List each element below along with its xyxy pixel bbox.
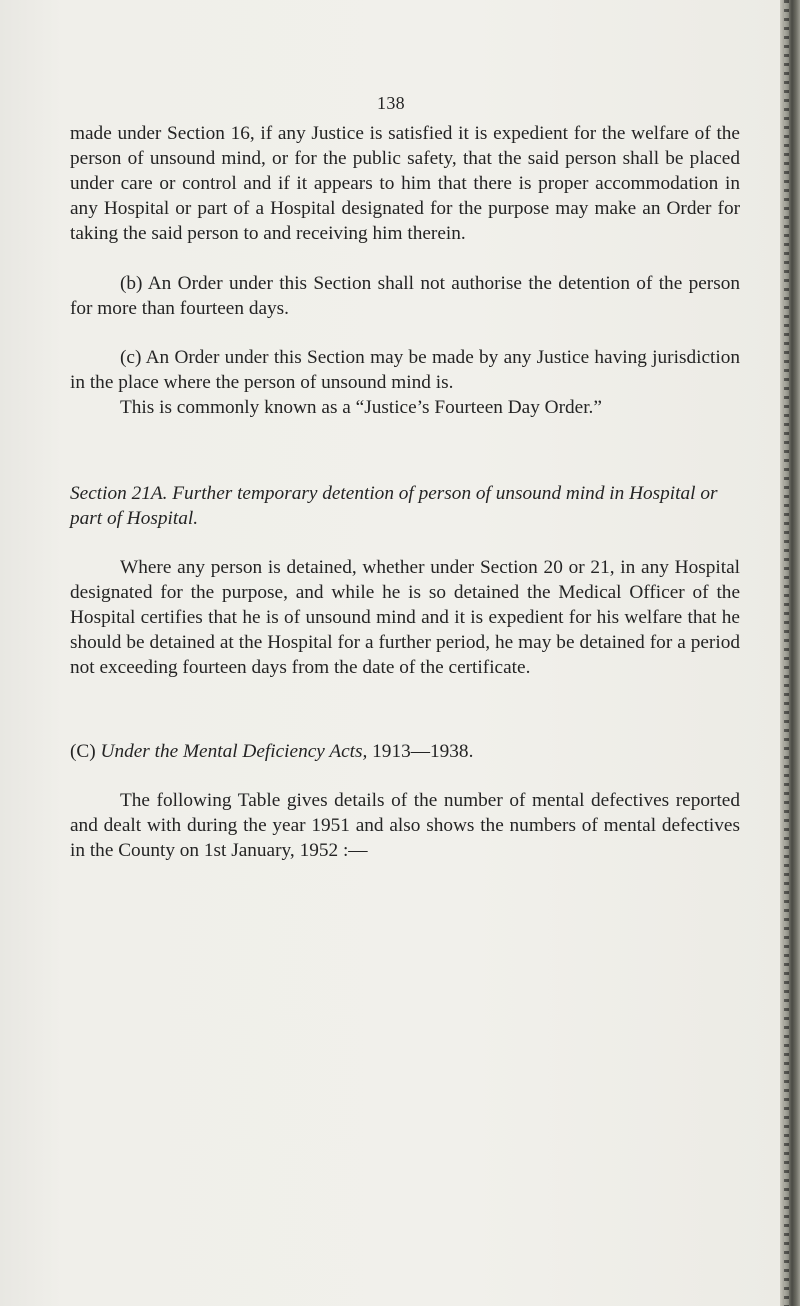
section-c-years: 1913—1938. [367,741,474,762]
paragraph-c-quote-line: This is commonly known as a “Justice’s Fourteen Day Order.” [120,397,602,418]
paragraph-b [70,271,740,321]
paragraph-section-16-order: made under Section 16, if any Justice is satisfied it is expedient for the welfare of the person of unsound mind, or for the public safety, that the said person shall be placed under care or control and if it appears to him that there is proper accommodation in any Hospital or part of a Hospital designated for the purpose may make an Order for taking the said person to and receiving him therein. [70,123,740,244]
page-number: 138 [377,93,405,113]
paragraph-table-intro: The following Table gives details of the number of mental defectives reported and dealt with during the year 1951 and also shows the numbers of mental defectives in the County on 1st January, 1952 :— [70,790,740,861]
paragraph-c-marker: (c) [120,347,142,368]
page-content [70,121,740,863]
paragraph-section-21a-text: Where any person is detained, whether under Section 20 or 21, in any Hospital designated for the purpose, and while he is so detained the Medical Officer of the Hospital certifies that he is of unsound mind and it is expedient for his welfare that he should be detained at the Hospital for a further period, he may be detained for a period not exceeding fourteen days from the date of the certificate. [70,557,740,678]
paragraph-b-marker: (b) [120,273,143,294]
paragraph-b-text: An Order under this Section shall not authorise the detention of the person for more than fourteen days. [70,273,740,319]
paragraph-c [70,345,740,420]
paragraph-c-text: An Order under this Section may be made by any Justice having jurisdiction in the place where the person of unsound mind is. [70,347,740,393]
section-c-title: Under the Mental Deficiency Acts, [100,741,368,762]
section-c-marker: (C) [70,741,96,762]
section-c-heading [70,739,740,764]
section-21a-heading: Section 21A. Further temporary detention of person of unsound mind in Hospital or part of Hospital. [70,483,718,529]
page-binding-edge [780,0,800,1306]
